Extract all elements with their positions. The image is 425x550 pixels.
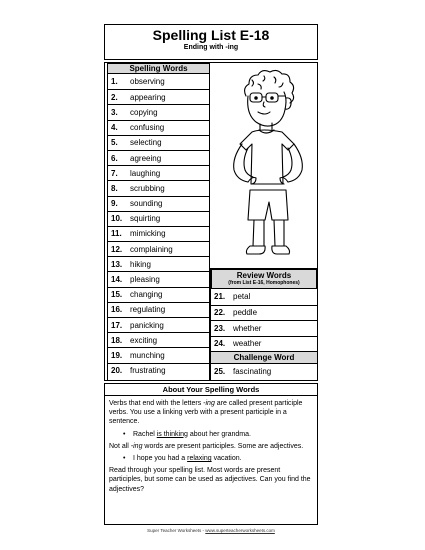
spelling-word-row: [108, 180, 209, 195]
footer-text: Super Teacher Worksheets -: [147, 528, 206, 533]
spelling-word: laughing: [130, 168, 161, 178]
word-number: 17.: [111, 320, 123, 330]
boy-illustration: [212, 66, 316, 266]
review-word: petal: [233, 292, 251, 302]
footer: [104, 528, 318, 533]
spelling-word: complaining: [130, 244, 173, 254]
word-number: 3.: [111, 107, 118, 117]
review-word: weather: [233, 339, 262, 349]
challenge-word-number: 25.: [214, 367, 226, 377]
word-number: 10.: [111, 214, 123, 224]
review-word-row: [211, 289, 317, 305]
about-paragraph-2: [109, 442, 313, 451]
spelling-word: changing: [130, 290, 163, 300]
about-p2-ing: -ing: [130, 442, 143, 450]
word-number: 16.: [111, 305, 123, 315]
spelling-word-row: [108, 287, 209, 302]
spelling-word: regulating: [130, 305, 166, 315]
spelling-word: munching: [130, 350, 165, 360]
bullet1-text-a: Rachel: [133, 430, 157, 438]
spelling-word-row: [108, 120, 209, 135]
about-p2-text-a: Not all: [109, 442, 131, 450]
review-words-title: Review Words: [236, 271, 292, 280]
review-word: whether: [233, 323, 262, 333]
review-words-subheading: (from List E-16, Homophones): [228, 280, 300, 286]
worksheet-title: Spelling List E-18: [152, 27, 270, 43]
spelling-word: squirting: [130, 214, 161, 224]
spelling-word: exciting: [130, 335, 158, 345]
challenge-word-row: [211, 364, 317, 380]
example-bullet-2: • I hope you had a relaxing vacation.: [123, 455, 242, 463]
about-section: [104, 383, 318, 525]
word-number: 8.: [111, 183, 118, 193]
word-number: 5.: [111, 138, 118, 148]
word-number: 20.: [111, 366, 123, 376]
word-number: 15.: [111, 290, 123, 300]
word-number: 23.: [214, 323, 226, 333]
spelling-word-row: [108, 211, 209, 226]
review-word-row: [211, 336, 317, 352]
spelling-word-row: [108, 135, 209, 150]
example-bullet-1: • Rachel is thinking about her grandma.: [123, 430, 251, 438]
word-number: 13.: [111, 259, 123, 269]
review-words-heading: [211, 269, 317, 289]
spelling-word: pleasing: [130, 275, 160, 285]
about-heading: About Your Spelling Words: [105, 384, 317, 396]
review-word: peddle: [233, 308, 258, 318]
challenge-word-heading: Challenge Word: [210, 351, 318, 364]
word-number: 14.: [111, 275, 123, 285]
about-p1-text-b: are called present participle verbs. You use a linking verb with a present participle in a sentence.: [109, 400, 303, 426]
bullet2-underlined: relaxing: [187, 455, 212, 463]
spelling-word-row: [108, 256, 209, 271]
review-word-row: [211, 305, 317, 321]
word-number: 2.: [111, 92, 118, 102]
spelling-word-row: [108, 150, 209, 165]
spelling-word-row: [108, 74, 209, 89]
about-p1-text-a: Verbs that end with the letters: [109, 400, 204, 407]
word-number: 18.: [111, 335, 123, 345]
spelling-word-row: [108, 165, 209, 180]
spelling-word: frustrating: [130, 366, 166, 376]
about-p1-ing: -ing: [203, 400, 215, 407]
worksheet-header: [104, 24, 318, 60]
spelling-word-row: [108, 196, 209, 211]
word-number: 4.: [111, 123, 118, 133]
word-number: 21.: [214, 292, 226, 302]
spelling-word-row: [108, 332, 209, 347]
review-word-list: [211, 289, 317, 351]
spelling-words-heading: Spelling Words: [107, 63, 210, 74]
word-number: 12.: [111, 244, 123, 254]
spelling-word: confusing: [130, 123, 165, 133]
challenge-word: fascinating: [233, 367, 272, 377]
spelling-word: mimicking: [130, 229, 166, 239]
spelling-word-row: [108, 363, 209, 378]
spelling-word-row: [108, 347, 209, 362]
spelling-word: panicking: [130, 320, 164, 330]
word-number: 1.: [111, 77, 118, 87]
spelling-words-panel: [107, 64, 210, 381]
spelling-word-row: [108, 317, 209, 332]
footer-link[interactable]: www.superteacherworksheets.com: [205, 528, 275, 533]
bullet1-text-b: about her grandma.: [187, 430, 251, 438]
about-paragraph-1: [109, 399, 313, 427]
about-paragraph-3: Read through your spelling list. Most words are present participles, but some can be used as adjectives. Can you find the adjectives?: [109, 467, 311, 493]
spelling-word-row: [108, 271, 209, 286]
about-body: [105, 396, 317, 500]
about-p2-text-b: words are present participles. Some are adjectives.: [142, 442, 304, 450]
spelling-word: appearing: [130, 92, 166, 102]
spelling-word: hiking: [130, 259, 151, 269]
spelling-word: observing: [130, 77, 165, 87]
spelling-word-row: [108, 302, 209, 317]
word-number: 24.: [214, 339, 226, 349]
spelling-word-list: [108, 74, 209, 378]
spelling-word-row: [108, 241, 209, 256]
spelling-word-row: [108, 104, 209, 119]
word-number: 6.: [111, 153, 118, 163]
bullet1-underlined: is thinking: [156, 430, 188, 438]
spelling-word: sounding: [130, 199, 163, 209]
spelling-word: copying: [130, 107, 158, 117]
spelling-word-row: [108, 89, 209, 104]
worksheet-subtitle: Ending with -ing: [183, 44, 239, 51]
word-number: 19.: [111, 350, 123, 360]
word-number: 22.: [214, 308, 226, 318]
word-number: 9.: [111, 199, 118, 209]
spelling-word-row: [108, 226, 209, 241]
review-word-row: [211, 320, 317, 336]
bullet2-text-a: I hope you had a: [133, 455, 188, 463]
spelling-word: agreeing: [130, 153, 162, 163]
review-words-panel: [210, 268, 318, 381]
spelling-word: scrubbing: [130, 183, 165, 193]
bullet2-text-b: vacation.: [211, 455, 242, 463]
word-number: 11.: [111, 229, 122, 239]
word-number: 7.: [111, 168, 118, 178]
spelling-word: selecting: [130, 138, 162, 148]
